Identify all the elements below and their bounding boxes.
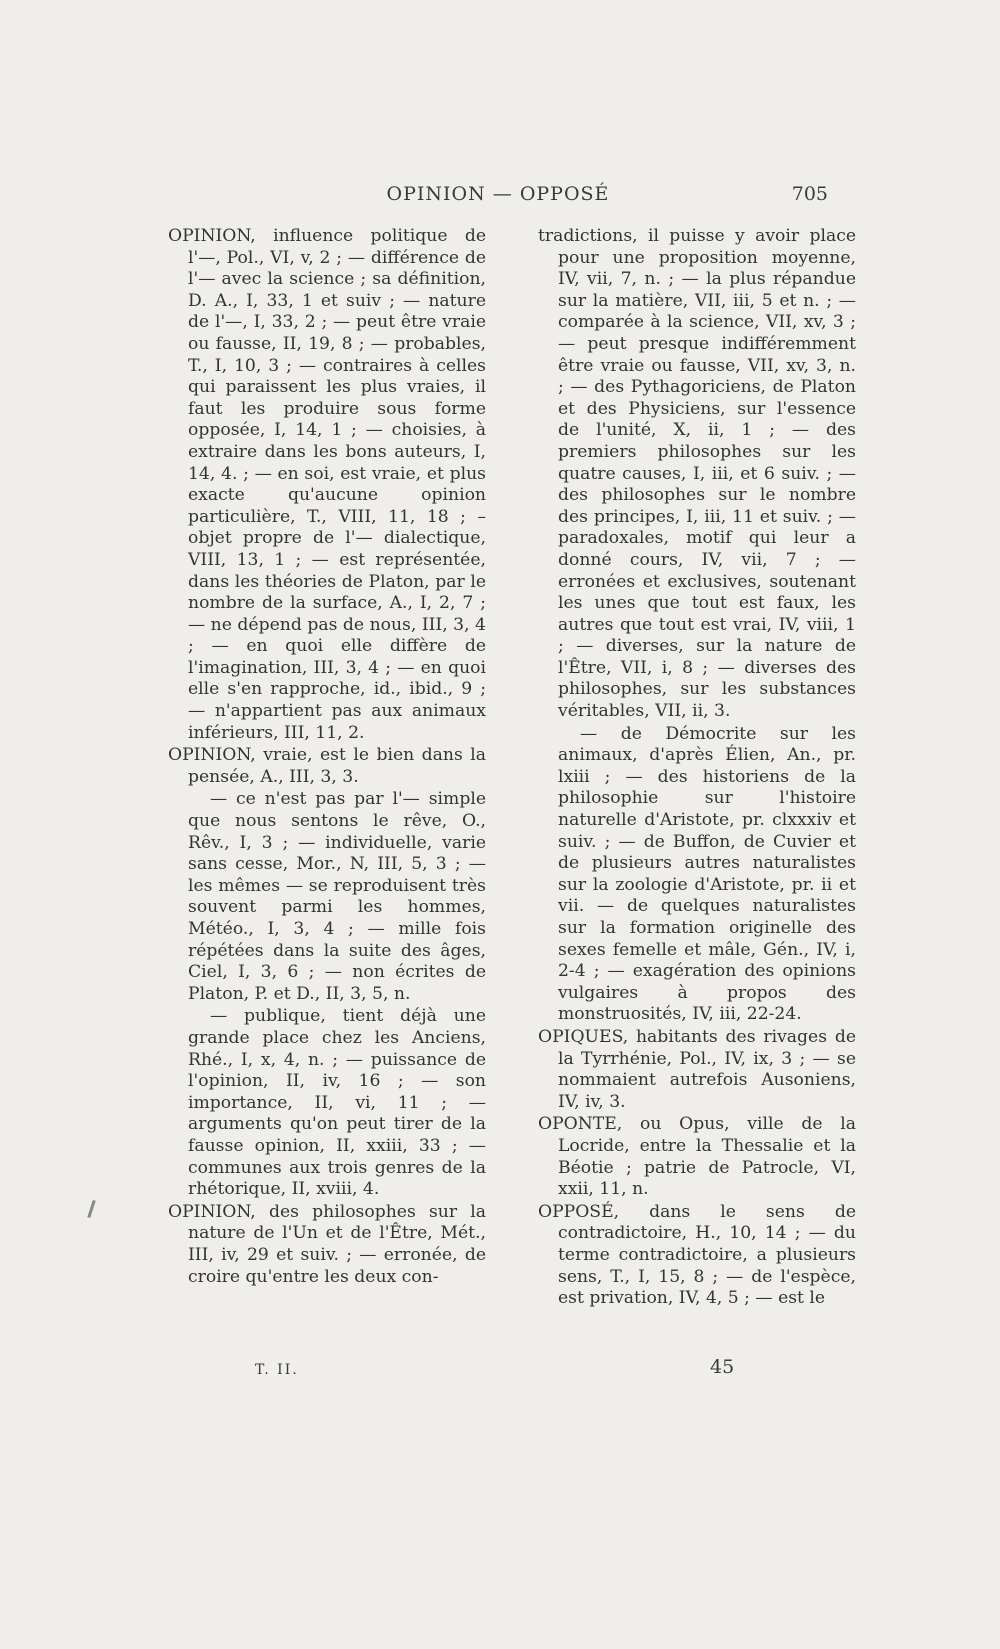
index-entry-opinion-3: OPINION, des philosophes sur la nature de l'Un et de l'Être, Mét., III, iv, 29 et suiv. ; — erronée, de croire qu'entre les deux con- [168,1201,486,1287]
index-entry-opinion-2: OPINION, vraie, est le bien dans la pensée, A., III, 3, 3. [168,745,486,787]
index-subentry-opinion-2a: — ce n'est pas par l'— simple que nous sentons le rêve, O., Rêv., I, 3 ; — individuelle, varie sans cesse, Mor., N, III, 5, 3 ; — les mêmes — se reproduisent très souvent parmi les hommes, Météo., I, 3, 4 ; — mille fois répétées dans la suite des âges, Ciel, I, 3, 6 ; — non écrites de Platon, P. et D., II, 3, 5, n. [188,789,486,1004]
right-column [538,226,856,1311]
page-number: 705 [791,183,828,205]
index-subentry-opinion-3a: — de Démocrite sur les animaux, d'après Élien, An., pr. lxiii ; — des historiens de la philosophie sur l'histoire naturelle d'Aristote, pr. clxxxiv et suiv. ; — de Buffon, de Cuvier et de plusieurs autres naturalistes sur la zoologie d'Aristote, pr. ii et vii. — de quelques naturalistes sur la formation originelle des sexes femelle et mâle, Gén., IV, i, 2-4 ; — exagération des opinions vulgaires à propos des monstruosités, IV, iii, 22-24. [558,723,856,1025]
signature-mark: T. II. [255,1362,299,1378]
index-entry-oppose: OPPOSÉ, dans le sens de contradictoire, H., 10, 14 ; — du terme contradictoire, a plusieurs sens, T., I, 15, 8 ; — de l'espèce, est privation, IV, 4, 5 ; — est le [538,1201,856,1309]
index-entry-opinion-1: OPINION, influence politique de l'—, Pol., VI, v, 2 ; — différence de l'— avec la science ; sa définition, D. A., I, 33, 1 et suiv ; — nature de l'—, I, 33, 2 ; — peut être vraie ou fausse, II, 19, 8 ; — probables, T., I, 10, 3 ; — contraires à celles qui paraissent les plus vraies, il faut les produire sous forme opposée, I, 14, 1 ; — choisies, à extraire dans les bons auteurs, I, 14, 4. ; — en soi, est vraie, et plus exacte qu'aucune opinion particulière, T., VIII, 11, 18 ; – objet propre de l'— dialectique, VIII, 13, 1 ; — est représentée, dans les théories de Platon, par le nombre de la surface, A., I, 2, 7 ; — ne dépend pas de nous, III, 3, 4 ; — en quoi elle diffère de l'imagination, III, 3, 4 ; — en quoi elle s'en rapproche, id., ibid., 9 ; — n'appartient pas aux animaux inférieurs, III, 11, 2. [168,226,486,743]
index-entry-opiques: OPIQUES, habitants des rivages de la Tyrrhénie, Pol., IV, ix, 3 ; — se nommaient autrefois Ausoniens, IV, iv, 3. [538,1026,856,1112]
page-header [168,183,828,209]
index-subentry-opinion-2b: — publique, tient déjà une grande place chez les Anciens, Rhé., I, x, 4, n. ; — puissance de l'opinion, II, iv, 16 ; — son importance, II, vi, 11 ; — arguments qu'on peut tirer de la fausse opinion, II, xxiii, 33 ; — communes aux trois genres de la rhétorique, II, xviii, 4. [188,1006,486,1200]
index-entry-oponte: OPONTE, ou Opus, ville de la Locride, entre la Thessalie et la Béotie ; patrie de Patrocle, VI, xxii, 11, n. [538,1114,856,1200]
left-column [168,226,486,1289]
page-footer [255,1356,755,1386]
margin-pencil-mark [87,1200,95,1218]
running-head: OPINION — OPPOSÉ [386,183,610,205]
index-entry-opinion-3-continued: tradictions, il puisse y avoir place pour une proposition moyenne, IV, vii, 7, n. ; — la plus répandue sur la matière, VII, iii, 5 et n. ; — comparée à la science, VII, xv, 3 ; — peut presque indifféremment être vraie ou fausse, VII, xv, 3, n. ; — des Pythagoriciens, de Platon et des Physiciens, sur l'essence de l'unité, X, ii, 1 ; — des premiers philosophes sur les quatre causes, I, iii, et 6 suiv. ; — des philosophes sur le nombre des principes, I, iii, 11 et suiv. ; — paradoxales, motif qui leur a donné cours, IV, vii, 7 ; — erronées et exclusives, soutenant les unes que tout est faux, les autres que tout est vrai, IV, viii, 1 ; — diverses, sur la nature de l'Être, VII, i, 8 ; — diverses des philosophes, sur les substances véritables, VII, ii, 3. [538,226,856,722]
sheet-number: 45 [710,1356,735,1378]
